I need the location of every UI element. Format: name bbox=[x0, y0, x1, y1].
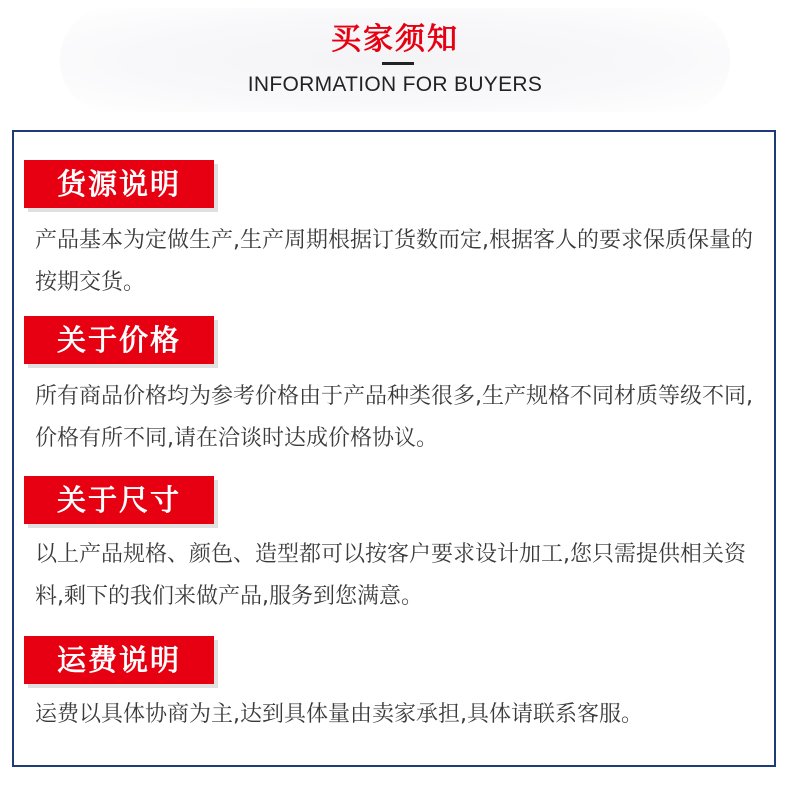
page-title: 买家须知 bbox=[331, 22, 459, 57]
title-divider bbox=[382, 62, 414, 65]
page-subtitle: INFORMATION FOR BUYERS bbox=[247, 73, 543, 96]
section-tag-price: 关于价格 bbox=[24, 316, 214, 364]
section-tag-size: 关于尺寸 bbox=[24, 476, 214, 524]
section-body-shipping: 运费以具体协商为主,达到具体量由卖家承担,具体请联系客服。 bbox=[35, 702, 643, 727]
section-tag-shipping: 运费说明 bbox=[24, 636, 214, 684]
section-body-price: 所有商品价格均为参考价格由于产品种类很多,生产规格不同材质等级不同,价格有所不同,请在洽谈时达成价格协议。 bbox=[35, 384, 753, 451]
section-body-source: 产品基本为定做生产,生产周期根据订货数而定,根据客人的要求保质保量的按期交货。 bbox=[35, 228, 753, 295]
info-panel bbox=[12, 130, 776, 767]
section-tag-source: 货源说明 bbox=[24, 160, 214, 208]
section-body-size: 以上产品规格、颜色、造型都可以按客户要求设计加工,您只需提供相关资料,剩下的我们来做产品,服务到您满意。 bbox=[35, 542, 746, 609]
